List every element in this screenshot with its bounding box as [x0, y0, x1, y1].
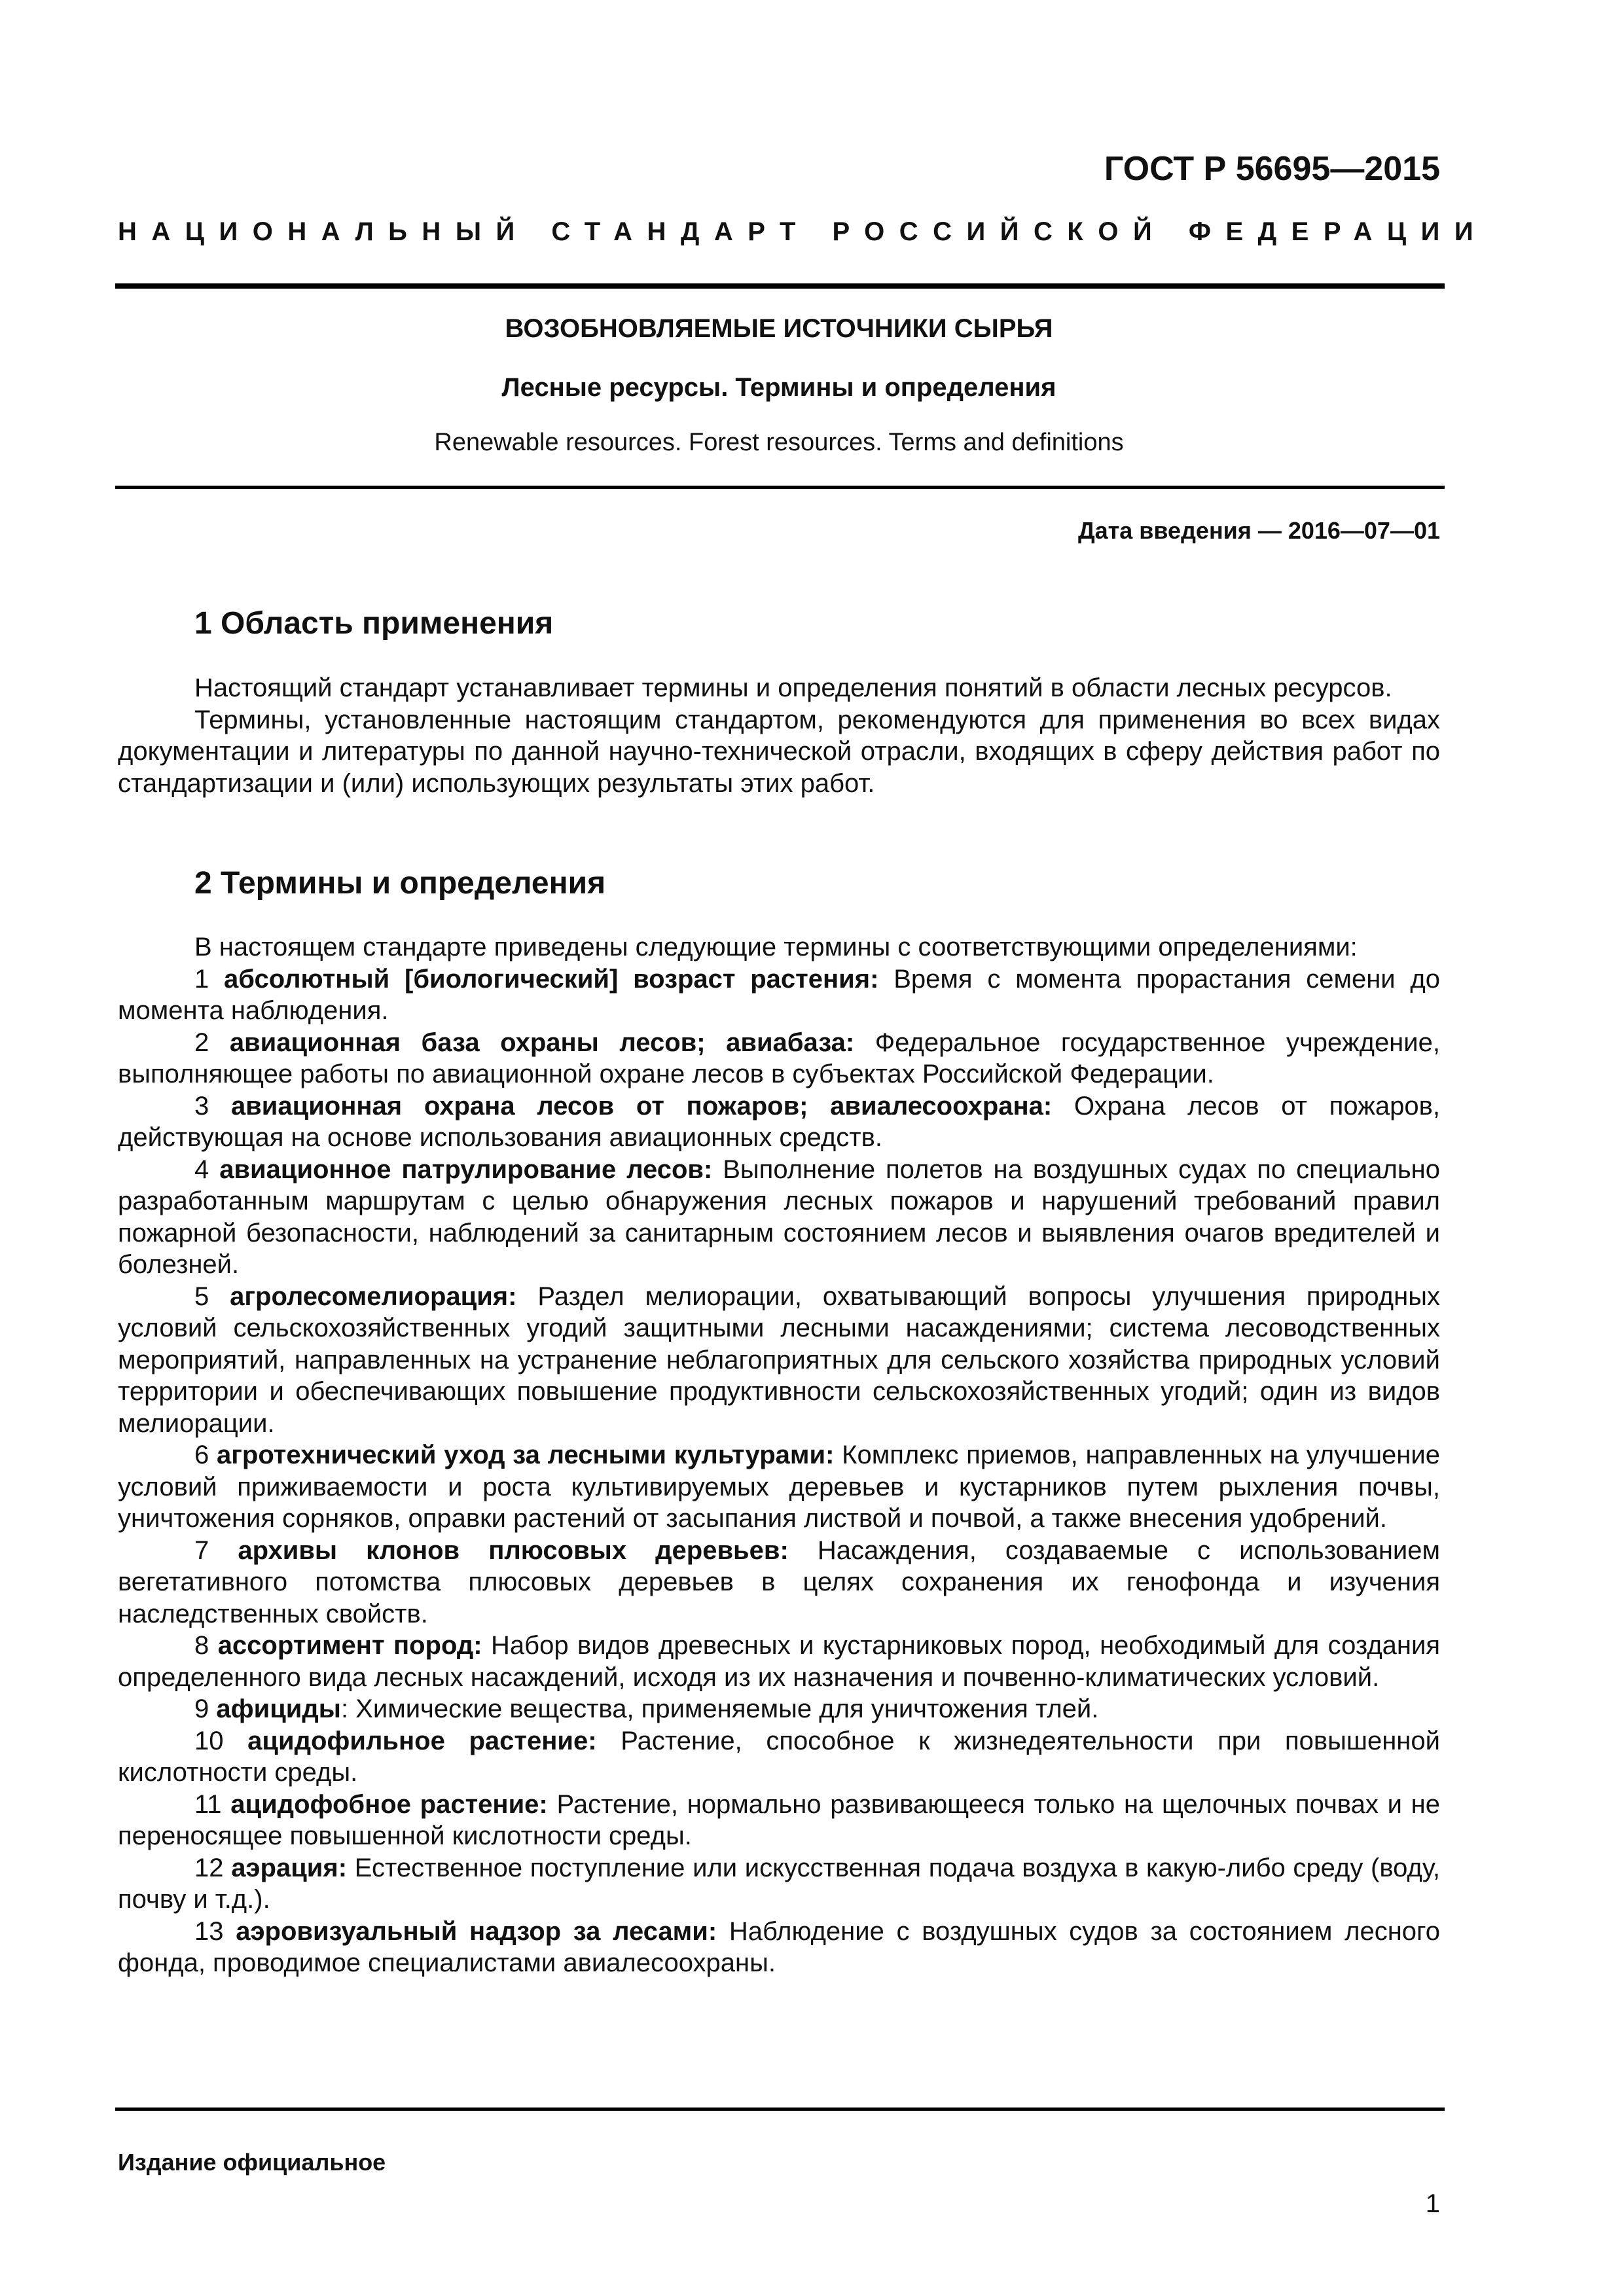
term-number: 4: [194, 1155, 209, 1184]
term-name: архивы клонов плюсовых деревьев:: [238, 1535, 789, 1565]
term-entry: [118, 1852, 1440, 1916]
paragraph: Термины, установленные настоящим стандартом, рекомендуются для применения во всех видах документации и литературы по данной научно-технической отрасли, входящих в сферу действия работ по стандартизации и (или) использующих результаты этих работ.: [118, 705, 1440, 798]
term-name: авиационная охрана лесов от пожаров; авиалесоохрана:: [230, 1091, 1053, 1121]
term-definition: Растение, нормально развивающееся только на щелочных почвах и не переносящее повышенной кислотности среды.: [118, 1789, 1440, 1850]
term-number: 9: [194, 1695, 209, 1723]
term-name: авиационная база охраны лесов; авиабаза:: [229, 1028, 855, 1057]
term-entry: [118, 1090, 1440, 1154]
term-entry: [118, 1154, 1440, 1281]
terms-list: [118, 963, 1440, 1979]
term-number: 3: [194, 1091, 209, 1121]
page-number: 1: [1425, 2189, 1440, 2218]
term-definition: Насаждения, создаваемые с использованием вегетативного потомства плюсовых деревьев в целях сохранения их генофонда и изучения наследственных свойств.: [118, 1535, 1441, 1628]
term-number: 12: [194, 1853, 224, 1882]
term-entry: [118, 1439, 1440, 1535]
term-number: 1: [194, 964, 209, 994]
term-name: аэровизуальный надзор за лесами:: [236, 1916, 717, 1946]
term-number: 2: [194, 1028, 209, 1057]
term-definition: Охрана лесов от пожаров, действующая на основе использования авиационных средств.: [118, 1091, 1440, 1152]
header-divider: [115, 283, 1445, 289]
term-entry: [118, 963, 1440, 1027]
term-entry: [118, 1725, 1440, 1789]
term-name: ассортимент пород:: [217, 1631, 482, 1660]
term-definition: Растение, способное к жизнедеятельности при повышенной кислотности среды.: [118, 1726, 1440, 1787]
term-name: ацидофильное растение:: [247, 1726, 597, 1755]
standard-number: ГОСТ Р 56695—2015: [1104, 150, 1440, 188]
term-name: аэрация:: [231, 1853, 348, 1882]
term-number: 13: [194, 1916, 224, 1946]
section-1-body: [118, 672, 1440, 799]
term-number: 10: [194, 1726, 224, 1755]
term-entry: [118, 1789, 1440, 1852]
term-entry: [118, 1281, 1440, 1440]
term-name: агротехнический уход за лесными культурами:: [217, 1441, 835, 1469]
introduction-date: Дата введения — 2016—07—01: [1077, 517, 1440, 544]
term-number: 5: [194, 1282, 209, 1311]
intro-paragraph: В настоящем стандарте приведены следующие термины с соответствующими определениями:: [194, 933, 1358, 961]
term-entry: [118, 1916, 1440, 1979]
section-2-heading: 2 Термины и определения: [194, 866, 606, 901]
term-number: 8: [194, 1631, 209, 1660]
section-1-heading: 1 Область применения: [194, 606, 554, 641]
term-entry: [118, 1693, 1440, 1725]
term-definition: Выполнение полетов на воздушных судах по специально разработанным маршрутам с целью обнаружения лесных пожаров и нарушений требований правил пожарной безопасности, наблюдений за санитарным состоянием лесов и выявления очагов вредителей и болезней.: [118, 1155, 1441, 1279]
document-subtitle: Лесные ресурсы. Термины и определения: [501, 373, 1056, 402]
term-definition: Федеральное государственное учреждение, выполняющее работы по авиационной охране лесов в субъектах Российской Федерации.: [118, 1028, 1440, 1088]
term-definition: Комплекс приемов, направленных на улучшение условий приживаемости и роста культивируемых деревьев и кустарников путем рыхления почвы, уничтожения сорняков, оправки растений от засыпания листвой и почвой, а также внесения удобрений.: [118, 1441, 1440, 1533]
term-entry: [118, 1027, 1440, 1090]
term-number: 6: [194, 1441, 209, 1469]
document-title-english: Renewable resources. Forest resources. Terms and definitions: [434, 429, 1124, 456]
term-name: абсолютный [биологический] возраст растения:: [224, 964, 879, 994]
term-number: 7: [194, 1535, 209, 1565]
term-name: афициды: [216, 1695, 341, 1723]
term-entry: [118, 1535, 1440, 1630]
document-title: ВОЗОБНОВЛЯЕМЫЕ ИСТОЧНИКИ СЫРЬЯ: [505, 314, 1053, 343]
term-definition: Набор видов древесных и кустарниковых пород, необходимый для создания определенного вида лесных насаждений, исходя из их назначения и почвенно-климатических условий.: [118, 1631, 1441, 1692]
term-definition: Раздел мелиорации, охватывающий вопросы улучшения природных условий сельскохозяйственных угодий защитными лесными насаждениями; система лесоводственных мероприятий, направленных на устранение неблагоприятных для сельского хозяйства природных условий территории и обеспечивающих повышение продуктивности сельскохозяйственных угодий; один из видов мелиорации.: [118, 1282, 1440, 1438]
term-name: агролесомелиорация:: [230, 1282, 517, 1311]
term-definition: : Химические вещества, применяемые для уничтожения тлей.: [340, 1695, 1099, 1723]
national-standard-heading: НАЦИОНАЛЬНЫЙ СТАНДАРТ РОССИЙСКОЙ ФЕДЕРАЦИИ: [118, 217, 1489, 246]
term-definition: Время с момента прорастания семени до момента наблюдения.: [118, 964, 1440, 1025]
paragraph: Настоящий стандарт устанавливает термины и определения понятий в области лесных ресурсов.: [194, 673, 1392, 702]
section-2-body: [118, 931, 1440, 1979]
footer-divider: [115, 2108, 1445, 2111]
title-divider: [115, 486, 1445, 489]
term-definition: Естественное поступление или искусственная подача воздуха в какую-либо среду (воду, почву и т.д.).: [118, 1853, 1440, 1914]
term-entry: [118, 1630, 1440, 1693]
term-name: ацидофобное растение:: [230, 1789, 548, 1819]
official-edition-label: Издание официальное: [118, 2149, 386, 2176]
term-number: 11: [194, 1789, 222, 1819]
term-definition: Наблюдение с воздушных судов за состоянием лесного фонда, проводимое специалистами авиалесоохраны.: [118, 1916, 1440, 1977]
term-name: авиационное патрулирование лесов:: [219, 1155, 713, 1184]
